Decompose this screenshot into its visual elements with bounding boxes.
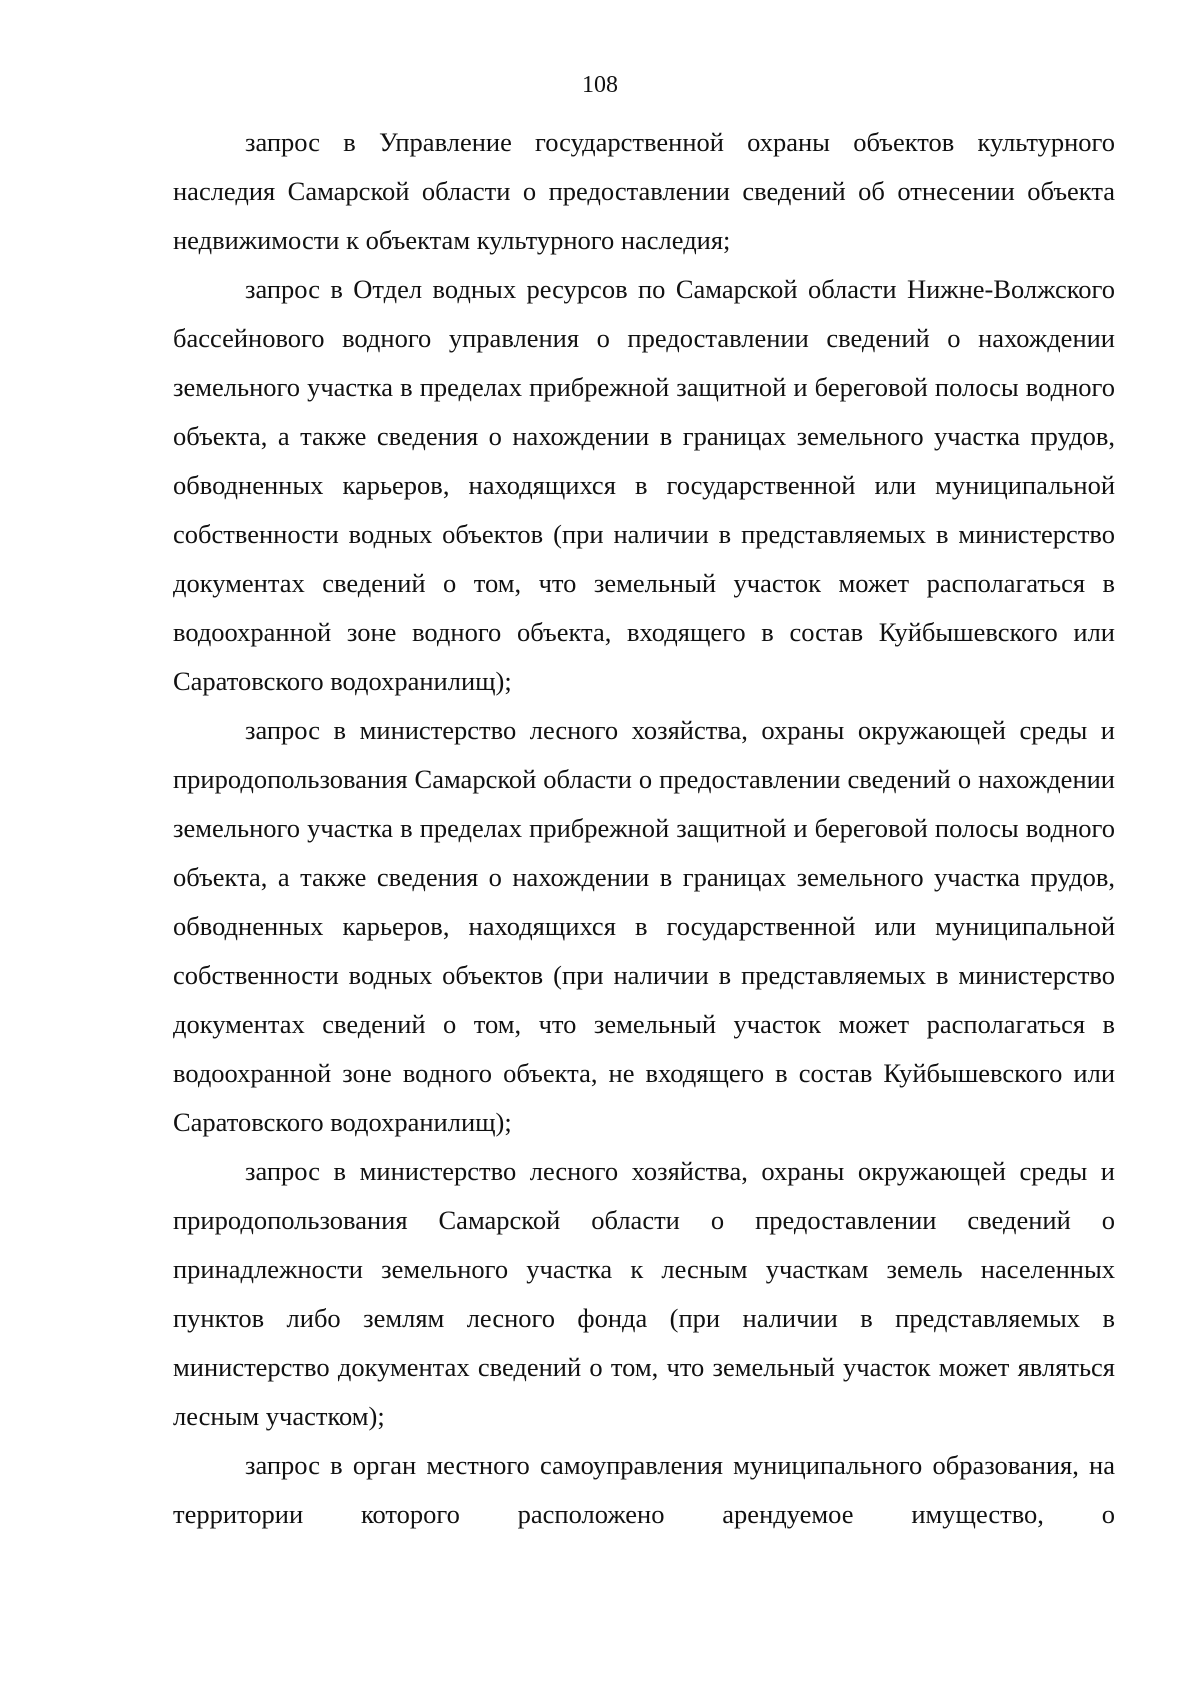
paragraph-request-forestry-water: запрос в министерство лесного хозяйства, охраны окружающей среды и природопользования Самарской области о предоставлении сведений о нахождении земельного участка в пределах прибрежной защитной и береговой полосы водного объекта, а также сведения о нахождении в границах земельного участка прудов, обводненных карьеров, находящихся в государственной или муниципальной собственности водных объектов (при наличии в представляемых в министерство документах сведений о том, что земельный участок может располагаться в водоохранной зоне водного объекта, не входящего в состав Куйбышевского или Саратовского водохранилищ);	[173, 715, 1115, 1137]
paragraph-request-cultural-heritage: запрос в Управление государственной охраны объектов культурного наследия Самарской области о предоставлении сведений об отнесении объекта недвижимости к объектам культурного наследия;	[173, 127, 1115, 255]
paragraph-request-water-resources: запрос в Отдел водных ресурсов по Самарской области Нижне-Волжского бассейнового водного управления о предоставлении сведений о нахождении земельного участка в пределах прибрежной защитной и береговой полосы водного объекта, а также сведения о нахождении в границах земельного участка прудов, обводненных карьеров, находящихся в государственной или муниципальной собственности водных объектов (при наличии в представляемых в министерство документах сведений о том, что земельный участок может располагаться в водоохранной зоне водного объекта, входящего в состав Куйбышевского или Саратовского водохранилищ);	[173, 274, 1115, 696]
document-body	[173, 118, 1115, 1539]
page-number: 108	[582, 72, 618, 98]
paragraph-request-forestry-land: запрос в министерство лесного хозяйства, охраны окружающей среды и природопользования Самарской области о предоставлении сведений о принадлежности земельного участка к лесным участкам земель населенных пунктов либо землям лесного фонда (при наличии в представляемых в министерство документах сведений о том, что земельный участок может являться лесным участком);	[173, 1156, 1115, 1431]
paragraph-request-local-government: запрос в орган местного самоуправления муниципального образования, на территории которого расположено арендуемое имущество, о	[173, 1450, 1115, 1529]
